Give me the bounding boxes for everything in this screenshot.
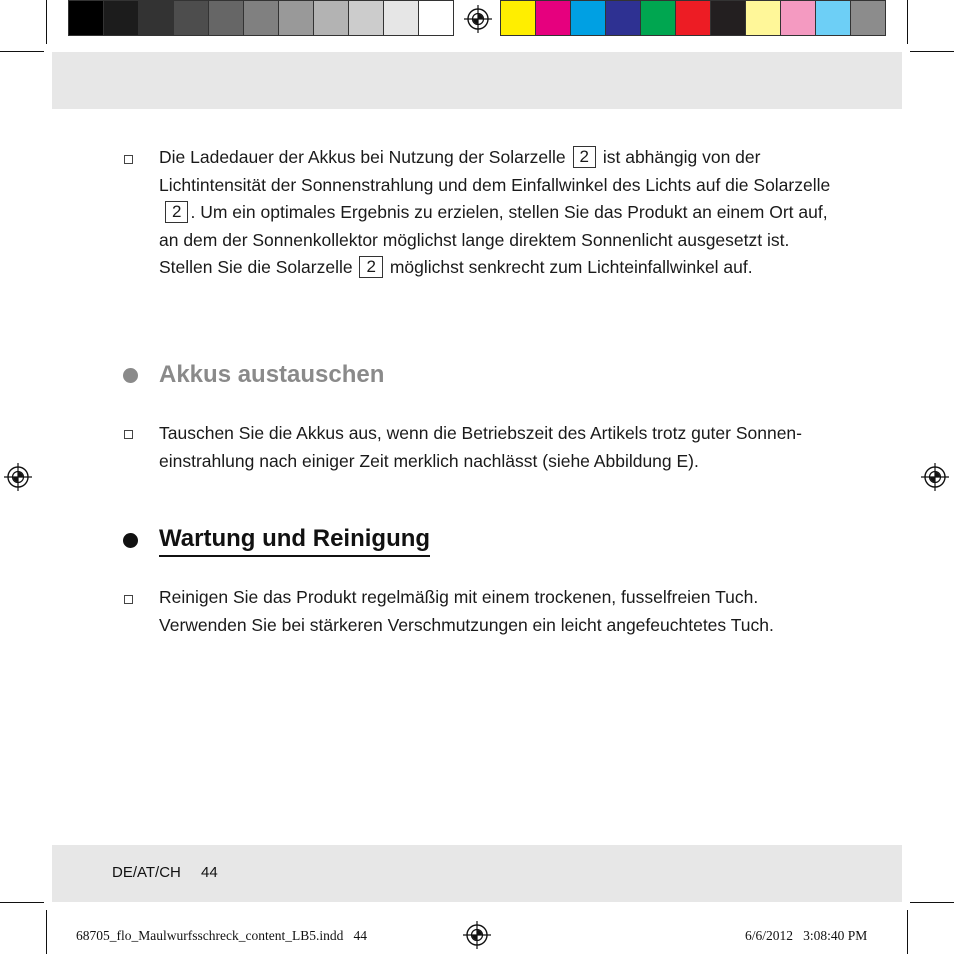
color-swatch (501, 0, 535, 36)
color-swatch (570, 0, 605, 36)
color-swatch (278, 0, 313, 36)
slug-datetime: 6/6/2012 3:08:40 PM (745, 928, 868, 943)
section-bullet-icon (123, 533, 138, 548)
slug-filename: 68705_flo_Maulwurfsschreck_content_LB5.indd 44 (76, 928, 367, 943)
part-reference-2: 2 (359, 256, 382, 278)
crop-mark-bottom-left-v (46, 910, 47, 954)
wartung-paragraph: Reinigen Sie das Produkt regelmäßig mit einem trockenen, fusselfreien Tuch. Verwenden Sie bei stärkeren Verschmutzungen ein leicht angefeuchtetes Tuch. (159, 587, 774, 635)
page-number: 44 (201, 864, 218, 881)
color-swatch (103, 0, 138, 36)
crop-mark-bottom-right-h (910, 902, 954, 903)
registration-mark-bottom-icon (462, 920, 492, 950)
crop-mark-bottom-right-v (907, 910, 908, 954)
bullet-square-icon (124, 155, 133, 164)
part-reference-2: 2 (573, 146, 596, 168)
paragraph-text: Die Ladedauer der Akkus bei Nutzung der Solarzelle (159, 147, 566, 167)
color-swatch (850, 0, 885, 36)
registration-mark-right-icon (920, 462, 950, 492)
grayscale-color-bar (68, 0, 454, 36)
color-swatch (173, 0, 208, 36)
color-swatch (313, 0, 348, 36)
header-band (52, 52, 902, 109)
color-swatch (69, 0, 103, 36)
paragraph-text: möglichst senkrecht zum Lichteinfallwinkel auf. (389, 257, 753, 277)
color-swatch (745, 0, 780, 36)
bullet-square-icon (124, 430, 133, 439)
color-swatch (418, 0, 453, 36)
color-swatch (535, 0, 570, 36)
bullet-square-icon (124, 595, 133, 604)
color-swatch (815, 0, 850, 36)
section-heading-akkus: Akkus austauschen (159, 361, 385, 388)
color-swatch (348, 0, 383, 36)
crop-mark-bottom-left-h (0, 902, 44, 903)
footer-locale: DE/AT/CH (112, 864, 181, 881)
section-bullet-icon (123, 368, 138, 383)
crop-mark-top-right-h (910, 51, 954, 52)
crop-mark-top-left-h (0, 51, 44, 52)
paragraph-text: . Um ein optimales Ergebnis zu erzielen, stellen Sie das Produkt an einem Ort auf, an dem der Sonnenkollektor möglichst lange direktem Sonnenlicht ausgesetzt ist. Stellen Sie die Solarzelle (159, 202, 828, 277)
color-swatch (243, 0, 278, 36)
registration-mark-top-icon (463, 4, 493, 34)
color-swatch (208, 0, 243, 36)
crop-mark-top-left-v (46, 0, 47, 44)
part-reference-2: 2 (165, 201, 188, 223)
paragraph-text: ist abhängig von der Lichtintensität der Sonnenstrahlung und dem Einfallwinkel des Lichts auf die Solarzelle (159, 147, 831, 195)
color-swatch (605, 0, 640, 36)
color-swatch (675, 0, 710, 36)
process-color-bar (500, 0, 886, 36)
registration-mark-left-icon (3, 462, 33, 492)
akkus-paragraph: Tauschen Sie die Akkus aus, wenn die Betriebszeit des Artikels trotz guter Sonnen-einstrahlung nach einiger Zeit merklich nachlässt (siehe Abbildung E). (159, 423, 802, 471)
color-swatch (383, 0, 418, 36)
color-swatch (780, 0, 815, 36)
section-heading-wartung: Wartung und Reinigung (159, 525, 430, 557)
color-swatch (138, 0, 173, 36)
crop-mark-top-right-v (907, 0, 908, 44)
color-swatch (640, 0, 675, 36)
color-swatch (710, 0, 745, 36)
solar-charging-paragraph (159, 144, 839, 282)
